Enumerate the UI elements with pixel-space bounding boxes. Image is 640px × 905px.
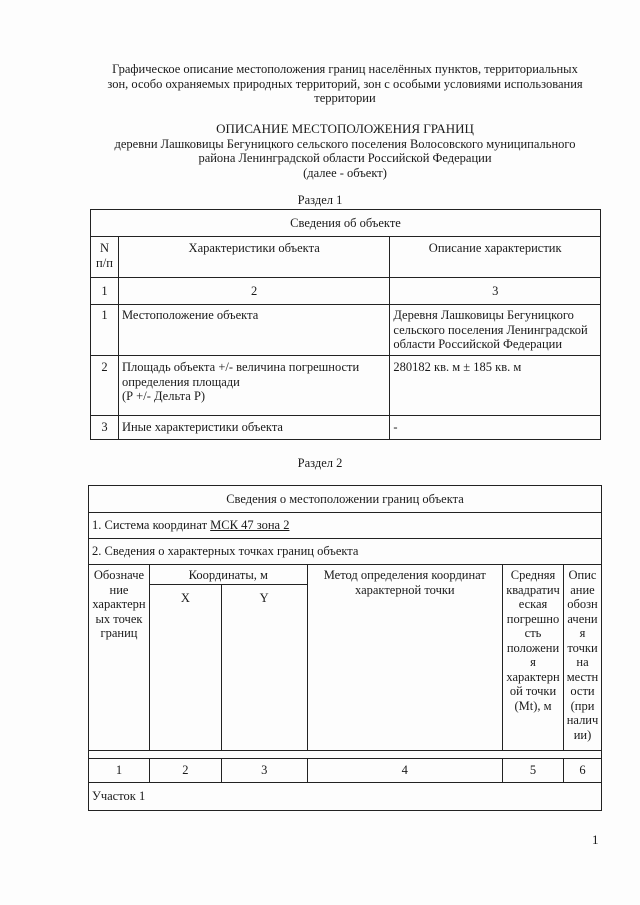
object-info-table <box>90 209 601 440</box>
column-index-row <box>89 759 602 783</box>
boundary-location-table <box>88 485 602 811</box>
section-1-title: Раздел 1 <box>297 193 343 207</box>
column-index: 1 <box>89 759 150 783</box>
column-index: 3 <box>390 278 601 305</box>
section-2-title: Раздел 2 <box>297 456 343 470</box>
row-description: 280182 кв. м ± 185 кв. м <box>390 356 601 416</box>
row-number: 3 <box>91 416 119 440</box>
row-description: - <box>390 416 601 440</box>
col-description-header: Описание характеристик <box>390 237 601 278</box>
subheader-line-2: района Ленинградской области Российской Федерации <box>198 151 492 165</box>
table-header-row <box>91 237 601 278</box>
col-y-header: Y <box>221 585 307 751</box>
subheader-line-1: деревни Лашковицы Бегуницкого сельского поселения Волосовского муниципального <box>114 136 576 151</box>
document-title: ОПИСАНИЕ МЕСТОПОЛОЖЕНИЯ ГРАНИЦ <box>216 121 474 136</box>
table-row <box>89 783 602 811</box>
row-characteristic: Местоположение объекта <box>118 305 389 356</box>
col-designation-header: Обозначе ние характерн ых точек границ <box>89 565 150 751</box>
points-section-title: 2. Сведения о характерных точках границ объекта <box>89 539 602 565</box>
table-row <box>91 416 601 440</box>
row-characteristic: Площадь объекта +/- величина погрешности определения площади (Р +/- Дельта Р) <box>118 356 389 416</box>
table-spacer <box>89 751 602 759</box>
coordinate-system-value: МСК 47 зона 2 <box>210 518 290 533</box>
table-row <box>91 356 601 416</box>
col-number-header: N п/п <box>91 237 119 278</box>
row-characteristic: Иные характеристики объекта <box>118 416 389 440</box>
column-index: 5 <box>503 759 564 783</box>
table-header-row <box>89 565 602 585</box>
coordinate-system: 1. Система координат МСК 47 зона 2 <box>89 513 602 539</box>
document-subheader <box>80 122 610 180</box>
col-error-header: Средняя квадратич еская погрешно сть положени я характерн ой точки (Mt), м <box>503 565 564 751</box>
col-x-header: X <box>149 585 221 751</box>
header-line-1: Графическое описание местоположения границ населённых пунктов, территориальных <box>112 62 578 76</box>
column-index: 2 <box>149 759 221 783</box>
table-row <box>91 305 601 356</box>
header-line-2: зон, особо охраняемых природных территорий, зон с особыми условиями использования <box>107 76 583 91</box>
column-index: 4 <box>307 759 502 783</box>
col-characteristics-header: Характеристики объекта <box>118 237 389 278</box>
boundary-table-title: Сведения о местоположении границ объекта <box>89 486 602 513</box>
object-info-table-title: Сведения об объекте <box>91 210 601 237</box>
subheader-line-3: (далее - объект) <box>303 165 387 180</box>
column-index-row <box>91 278 601 305</box>
column-index: 2 <box>118 278 389 305</box>
column-index: 1 <box>91 278 119 305</box>
header-line-3: территории <box>314 91 376 105</box>
column-index: 6 <box>564 759 602 783</box>
row-number: 1 <box>91 305 119 356</box>
row-number: 2 <box>91 356 119 416</box>
col-method-header: Метод определения координат характерной точки <box>307 565 502 751</box>
column-index: 3 <box>221 759 307 783</box>
col-point-description-header: Опис ание обозн ачени я точки на местн ости (при налич ии) <box>564 565 602 751</box>
page-number: 1 <box>592 832 599 847</box>
col-coordinates-header: Координаты, м <box>149 565 307 585</box>
row-description: Деревня Лашковицы Бегуницкого сельского поселения Ленинградской области Российской Федерации <box>390 305 601 356</box>
parcel-label: Участок 1 <box>89 783 602 811</box>
document-header <box>80 62 610 106</box>
